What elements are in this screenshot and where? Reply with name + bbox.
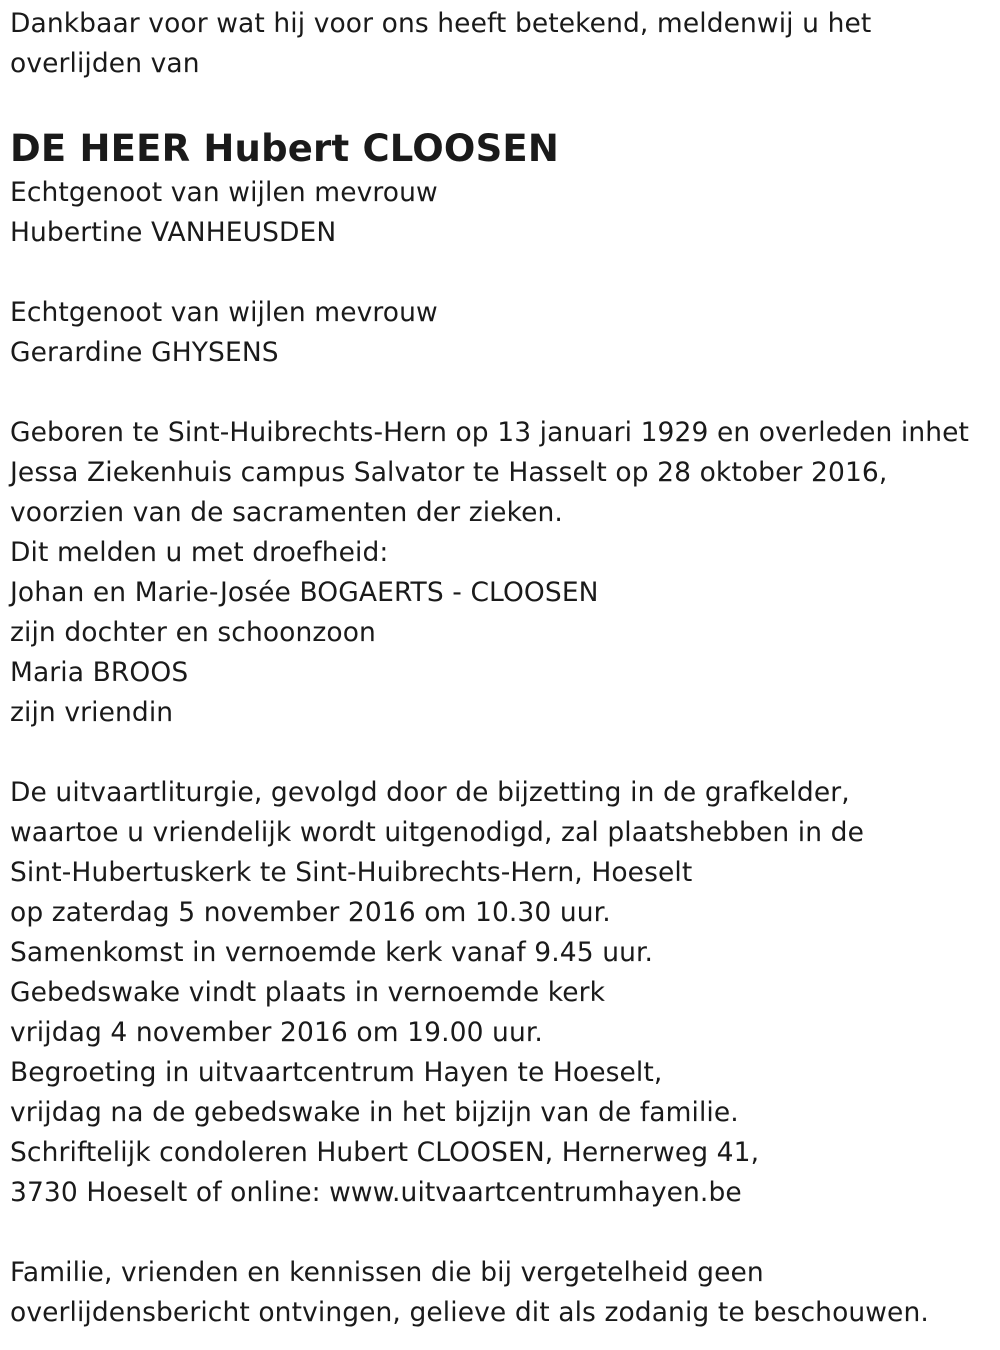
deceased-name: DE HEER Hubert CLOOSEN <box>10 127 560 170</box>
birth-death-paragraph <box>10 413 985 733</box>
text-line: Jessa Ziekenhuis campus Salvator te Hasselt op 28 oktober 2016, <box>10 457 888 488</box>
funeral-paragraph <box>10 773 985 1213</box>
spacer <box>10 253 985 293</box>
closing-paragraph <box>10 1253 985 1333</box>
spouse-line: Echtgenoot van wijlen mevrouw <box>10 177 438 208</box>
text-line: Familie, vrienden en kennissen die bij vergetelheid geen <box>10 1257 764 1288</box>
text-line: Geboren te Sint-Huibrechts-Hern op 13 januari 1929 en overleden inhet <box>10 417 970 448</box>
spouse-paragraph-1 <box>10 173 985 253</box>
text-line: 3730 Hoeselt of online: www.uitvaartcentrumhayen.be <box>10 1177 742 1208</box>
text-line: Sint-Hubertuskerk te Sint-Huibrechts-Hern, Hoeselt <box>10 857 693 888</box>
text-line: zijn vriendin <box>10 697 174 728</box>
text-line: Johan en Marie-Josée BOGAERTS - CLOOSEN <box>10 577 599 608</box>
spouse-line: Gerardine GHYSENS <box>10 337 279 368</box>
spouse-paragraph-2 <box>10 293 985 373</box>
spacer <box>10 373 985 413</box>
text-line: op zaterdag 5 november 2016 om 10.30 uur. <box>10 897 611 928</box>
text-line: Samenkomst in vernoemde kerk vanaf 9.45 uur. <box>10 937 654 968</box>
text-line: Dit melden u met droefheid: <box>10 537 389 568</box>
intro-line: Dankbaar voor wat hij voor ons heeft betekend, meldenwij u het <box>10 8 872 39</box>
text-line: Maria BROOS <box>10 657 189 688</box>
text-line: overlijdensbericht ontvingen, gelieve dit als zodanig te beschouwen. <box>10 1297 929 1328</box>
text-line: waartoe u vriendelijk wordt uitgenodigd, zal plaatshebben in de <box>10 817 864 848</box>
intro-line: overlijden van <box>10 48 200 79</box>
text-line: De uitvaartliturgie, gevolgd door de bijzetting in de grafkelder, <box>10 777 850 808</box>
text-line: Schriftelijk condoleren Hubert CLOOSEN, Hernerweg 41, <box>10 1137 760 1168</box>
text-line: vrijdag na de gebedswake in het bijzijn van de familie. <box>10 1097 739 1128</box>
text-line: zijn dochter en schoonzoon <box>10 617 376 648</box>
spacer <box>10 733 985 773</box>
spacer <box>10 84 985 125</box>
spouse-line: Echtgenoot van wijlen mevrouw <box>10 297 438 328</box>
text-line: voorzien van de sacramenten der zieken. <box>10 497 563 528</box>
obituary-notice <box>10 4 985 1333</box>
intro-paragraph <box>10 4 985 84</box>
text-line: vrijdag 4 november 2016 om 19.00 uur. <box>10 1017 543 1048</box>
text-line: Gebedswake vindt plaats in vernoemde kerk <box>10 977 606 1008</box>
spouse-line: Hubertine VANHEUSDEN <box>10 217 337 248</box>
spacer <box>10 1213 985 1253</box>
text-line: Begroeting in uitvaartcentrum Hayen te Hoeselt, <box>10 1057 663 1088</box>
